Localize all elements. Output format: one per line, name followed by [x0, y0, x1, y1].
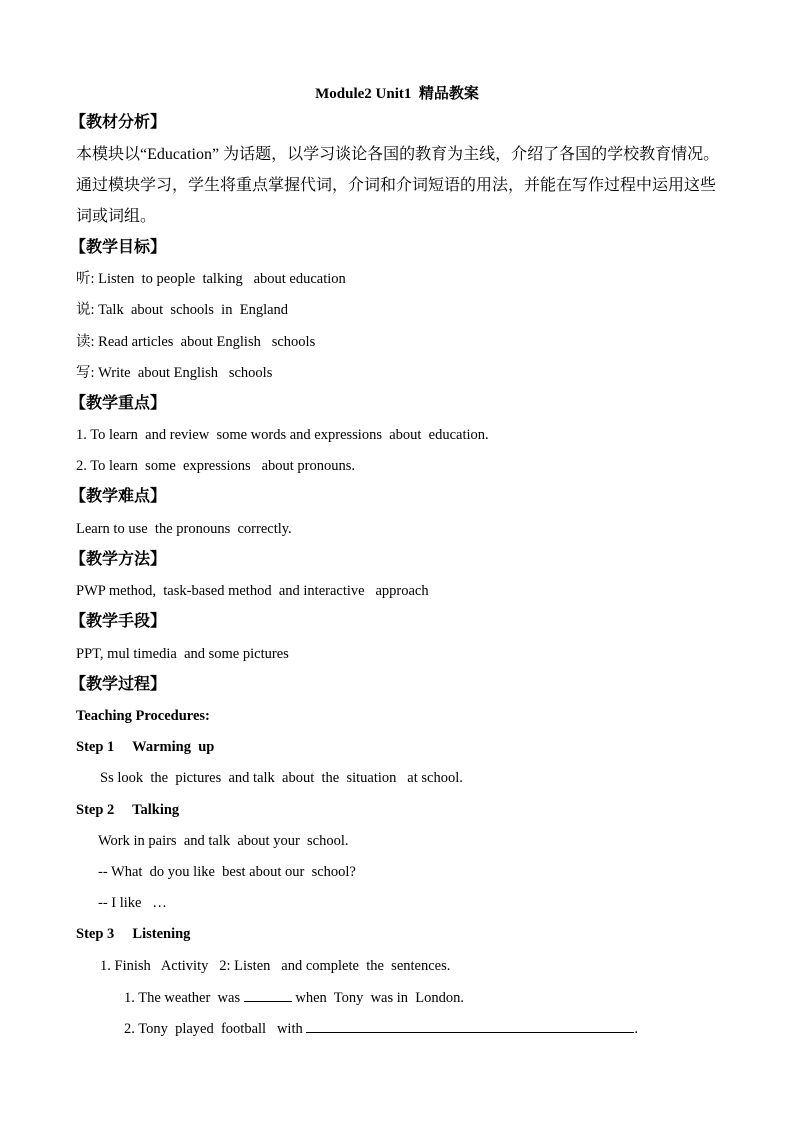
answer-blank-2 — [306, 1019, 634, 1033]
step2-answer: -- I like … — [98, 895, 167, 911]
goal-listening: 听: Listen to people talking about education — [76, 271, 346, 287]
section-heading-goals: 【教学目标】 — [70, 239, 167, 256]
step3-item-1 — [124, 988, 464, 1007]
document-title: Module2 Unit1 精品教案 — [315, 86, 479, 102]
section-heading-analysis: 【教材分析】 — [70, 114, 167, 131]
step2-question: -- What do you like best about our school? — [98, 864, 356, 880]
analysis-line-1: 本模块以“Education” 为话题，以学习谈论各国的教育为主线，介绍了各国的学校教育情况。 — [76, 146, 720, 163]
step3-item-2 — [124, 1019, 638, 1038]
section-heading-process: 【教学过程】 — [70, 676, 167, 693]
step1-title: Step 1 Warming up — [76, 739, 215, 755]
step3-item-1-end: when Tony was in London. — [295, 990, 465, 1006]
key-point-2: 2. To learn some expressions about pronouns. — [76, 458, 356, 474]
step3-item-2-end: . — [634, 1021, 638, 1037]
step3-item-2-start: 2. Tony played football with — [124, 1021, 303, 1037]
goal-writing: 写: Write about English schools — [76, 365, 273, 381]
step3-title: Step 3 Listening — [76, 926, 191, 942]
section-heading-means: 【教学手段】 — [70, 613, 167, 630]
difficulty-1: Learn to use the pronouns correctly. — [76, 521, 292, 537]
step2-text: Work in pairs and talk about your school. — [98, 833, 349, 849]
key-point-1: 1. To learn and review some words and expressions about education. — [76, 427, 489, 443]
step3-task: 1. Finish Activity 2: Listen and complete the sentences. — [100, 958, 451, 974]
analysis-line-2: 通过模块学习，学生将重点掌握代词，介词和介词短语的用法，并能在写作过程中运用这些 — [76, 177, 717, 194]
section-heading-key-points: 【教学重点】 — [70, 395, 167, 412]
answer-blank-1 — [244, 988, 292, 1002]
step2-title: Step 2 Talking — [76, 802, 180, 818]
method-1: PWP method, task-based method and interactive approach — [76, 583, 429, 599]
means-1: PPT, mul timedia and some pictures — [76, 646, 289, 662]
goal-speaking: 说: Talk about schools in England — [76, 302, 289, 318]
analysis-line-3: 词或词组。 — [76, 208, 157, 225]
goal-reading: 读: Read articles about English schools — [76, 334, 316, 350]
step1-text: Ss look the pictures and talk about the situation at school. — [100, 770, 463, 786]
procedures-heading: Teaching Procedures: — [76, 708, 210, 724]
section-heading-difficulties: 【教学难点】 — [70, 488, 167, 505]
step3-item-1-start: 1. The weather was — [124, 990, 241, 1006]
section-heading-methods: 【教学方法】 — [70, 551, 167, 568]
